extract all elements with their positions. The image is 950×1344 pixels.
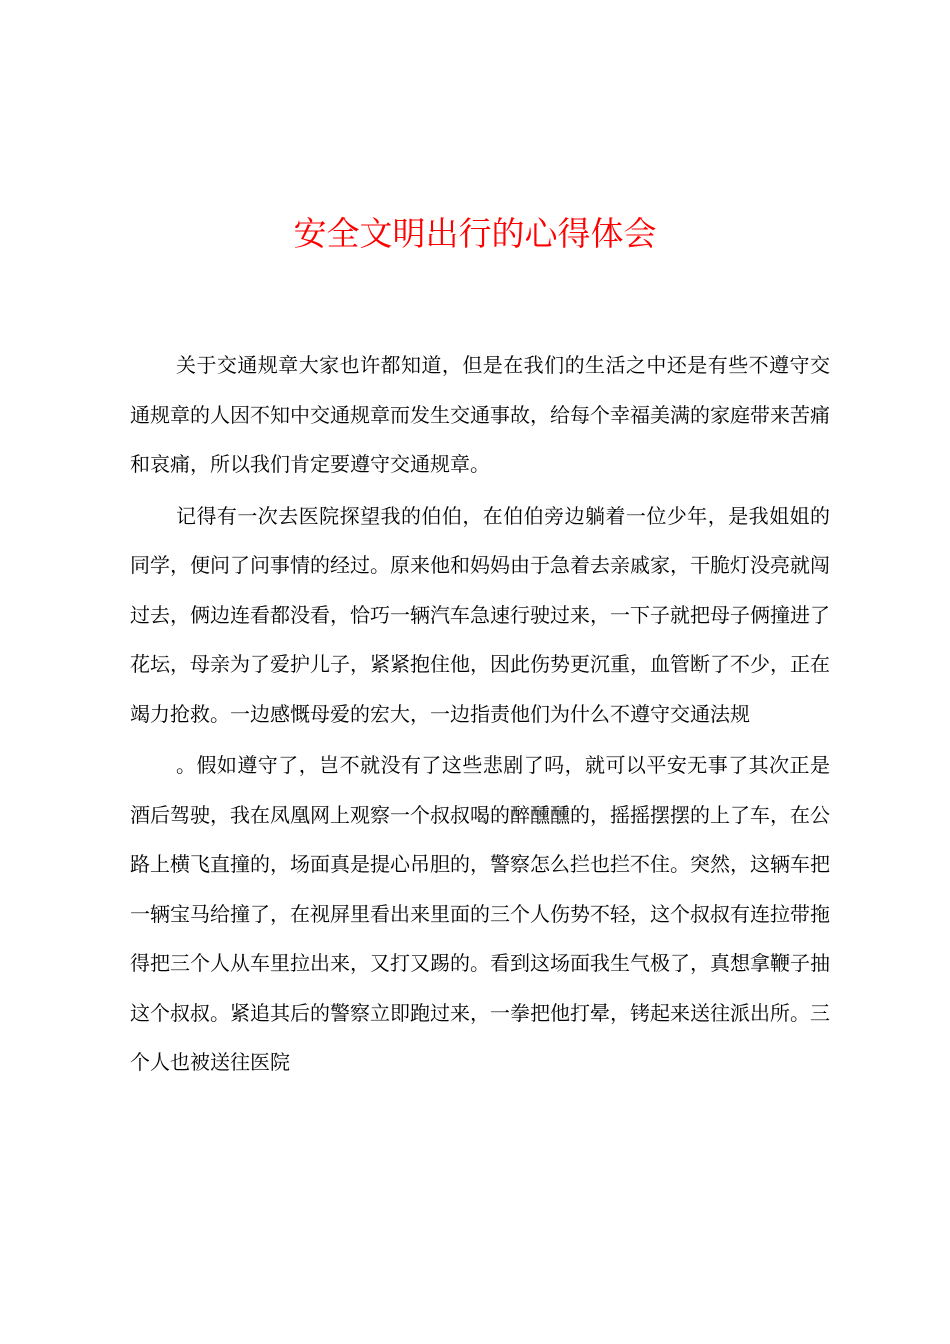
document-body: [130, 341, 830, 1090]
paragraph-3: 。假如遵守了，岂不就没有了这些悲剧了吗，就可以平安无事了其次正是酒后驾驶，我在凤凰网上观察一个叔叔喝的醉醺醺的，摇摇摆摆的上了车，在公路上横飞直撞的，场面真是提心吊胆的，警察怎么拦也拦不住。突然，这辆车把一辆宝马给撞了，在视屏里看出来里面的三个人伤势不轻，这个叔叔有连拉带拖得把三个人从车里拉出来，又打又踢的。看到这场面我生气极了，真想拿鞭子抽这个叔叔。紧追其后的警察立即跑过来，一拳把他打晕，铐起来送往派出所。三个人也被送往医院: [130, 753, 830, 1074]
document-title: 安全文明出行的心得体会: [293, 214, 657, 253]
paragraph-1: 关于交通规章大家也许都知道，但是在我们的生活之中还是有些不遵守交通规章的人因不知中交通规章而发生交通事故，给每个幸福美满的家庭带来苦痛和哀痛，所以我们肯定要遵守交通规章。: [130, 353, 830, 476]
paragraph-2: 记得有一次去医院探望我的伯伯，在伯伯旁边躺着一位少年，是我姐姐的同学，便问了问事情的经过。原来他和妈妈由于急着去亲戚家，干脆灯没亮就闯过去，俩边连看都没看，恰巧一辆汽车急速行驶过来，一下子就把母子俩撞进了花坛，母亲为了爱护儿子，紧紧抱住他，因此伤势更沉重，血管断了不少，正在竭力抢救。一边感慨母爱的宏大，一边指责他们为什么不遵守交通法规: [130, 503, 830, 726]
